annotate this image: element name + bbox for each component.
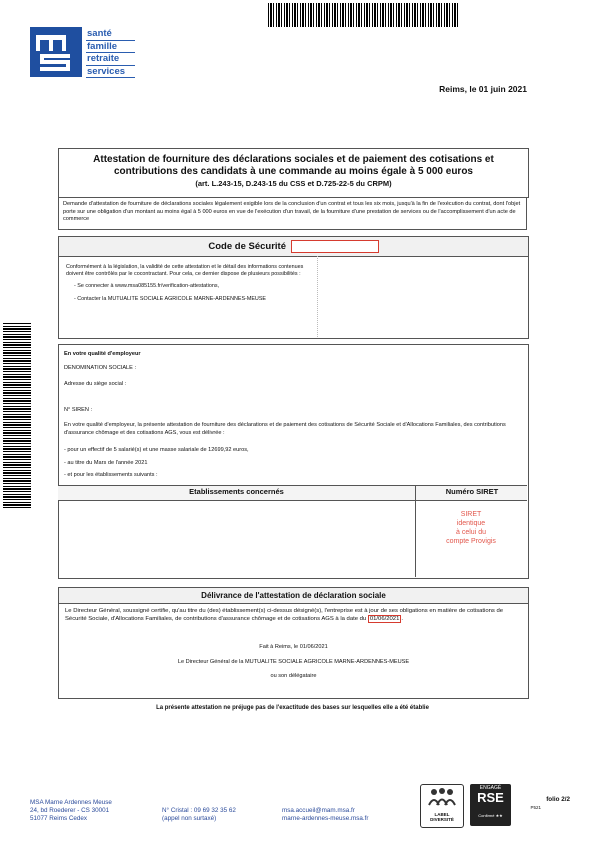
title-box	[58, 148, 529, 198]
rse-badge	[470, 784, 511, 826]
security-option-contact: - Contacter la MUTUALITE SOCIALE AGRICOLE MARNE-ARDENNES-MEUSE	[74, 295, 267, 302]
security-divider	[317, 256, 318, 337]
siret-note	[415, 510, 527, 546]
logo-word: santé	[86, 28, 135, 41]
side-barcode	[3, 322, 31, 508]
footer-address-line: 51077 Reims Cedex	[30, 815, 88, 822]
disclaimer: La présente attestation ne préjuge pas de l'exactitude des bases sur lesquelles elle a été établie	[156, 705, 429, 711]
siren-label: N° SIREN :	[64, 407, 93, 413]
siret-note-line: à celui du	[456, 529, 486, 536]
footer-website[interactable]: marne-ardennes-meuse.msa.fr	[282, 815, 369, 822]
security-code-field	[291, 240, 379, 253]
document-legal-reference: (art. L.243-15, D.243-15 du CSS et D.725-22-5 du CRPM)	[195, 179, 392, 188]
msa-logo-mark	[30, 27, 82, 77]
intro-text: Demande d'attestation de fourniture de déclarations sociales légalement exigible lors de la conclusion d'un contrat et tous les six mois, jusqu'à la fin de l'exécution du contrat, dont l'objet porte sur une obligation d'un montant au moins égal à 5 000 euros en vue de l'exécution d'un travail, de la fourniture d'une prestation de services ou de l'accomplissement d'un acte de commerce	[58, 197, 527, 230]
siret-note-line: identique	[456, 520, 486, 527]
delivery-heading: Délivrance de l'attestation de déclaration sociale	[59, 588, 528, 604]
logo-word: retraite	[86, 53, 135, 66]
logo-word: famille	[86, 41, 135, 54]
rse-badge-top: ENGAGÉ	[479, 785, 502, 791]
form-reference: P521	[530, 805, 541, 810]
delegate-line: ou son délégataire	[270, 673, 317, 679]
security-option-website: - Se connecter à www.msa085155.fr/verification-attestations,	[74, 283, 220, 290]
footer-phone-note: (appel non surtaxé)	[162, 815, 217, 822]
done-at: Fait à Reims, le 01/06/2021	[259, 644, 328, 650]
document-title: Attestation de fourniture des déclarations sociales et de paiement des cotisations et contributions des candidats à une commande au moins égale à 5 000 euros	[93, 154, 494, 177]
top-barcode	[268, 3, 458, 27]
footer-email[interactable]: msa.accueil@mam.msa.fr	[282, 807, 355, 814]
diversity-label-badge	[420, 784, 464, 828]
employer-line-workforce: - pour un effectif de 5 salarié(s) et une masse salariale de 12699,92 euros,	[64, 447, 249, 453]
rse-badge-bottom: Confirmé ★★	[478, 813, 503, 818]
people-icon	[421, 785, 463, 807]
security-instructions	[66, 264, 314, 303]
footer-contact	[282, 807, 368, 823]
denomination-label: DENOMINATION SOCIALE :	[64, 365, 137, 371]
footer-phone	[162, 807, 236, 823]
employer-paragraph: En votre qualité d'employeur, la présente attestation de fourniture des déclarations et de paiement des cotisations de Sécurité Sociale et d'Allocations Familiales, des contributions d'assurance chômage et des cotisations AGS, vous est délivrée :	[64, 422, 506, 436]
director-line: Le Directeur Général de la MUTUALITE SOCIALE AGRICOLE MARNE-ARDENNES-MEUSE	[177, 658, 410, 665]
footer-address-line: 24, bd Roederer - CS 30001	[30, 807, 110, 814]
address-label: Adresse du siège social :	[64, 381, 127, 387]
document-date: Reims, le 01 juin 2021	[439, 84, 527, 94]
siret-note-line: SIRET	[460, 511, 482, 518]
msa-logo	[30, 27, 82, 77]
establishments-column-header: Etablissements concernés	[189, 487, 284, 496]
diversity-badge-top: LABEL	[434, 812, 450, 817]
siret-note-line: compte Provigis	[446, 538, 496, 545]
logo-tagline	[86, 28, 135, 78]
employer-line-establishments: - et pour les établissements suivants :	[64, 472, 158, 478]
delivery-section	[58, 587, 529, 699]
delivery-text-end: .	[401, 616, 403, 622]
employer-heading: En votre qualité d'employeur	[64, 351, 141, 357]
siret-column-header: Numéro SIRET	[415, 485, 528, 499]
delivery-date: 01/06/2021	[369, 616, 400, 622]
security-code-label: Code de Sécurité	[208, 241, 286, 252]
security-text: Conformément à la législation, la validité de cette attestation et le détail des informations contenues doivent être contrôlés par le cocontractant. Pour cela, ce dernier dispose de plusieurs possibilités :	[66, 264, 304, 278]
footer-org: MSA Marne Ardennes Meuse	[30, 799, 112, 806]
footer-phone-number: N° Cristal : 09 69 32 35 62	[162, 807, 236, 814]
rse-badge-main: RSE	[477, 790, 504, 805]
delivery-certification	[59, 604, 528, 623]
security-code-header	[59, 237, 528, 257]
diversity-badge-bottom: DIVERSITÉ	[430, 817, 454, 822]
folio: folio 2/2	[546, 796, 570, 803]
delivery-text: Le Directeur Général, soussigné certifie, qu'au titre du (des) établissement(s) ci-dessus désigné(s), l'entreprise est à jour de ses obligations en matière de cotisations de Sécurité Sociale, d'Allocations Familiales, de contributions d'assurance chômage et de cotisations AGS à la date du	[65, 608, 504, 622]
logo-word: services	[86, 66, 135, 79]
footer-address	[30, 799, 112, 823]
employer-line-period: - au titre du Mars de l'année 2021	[64, 460, 148, 466]
